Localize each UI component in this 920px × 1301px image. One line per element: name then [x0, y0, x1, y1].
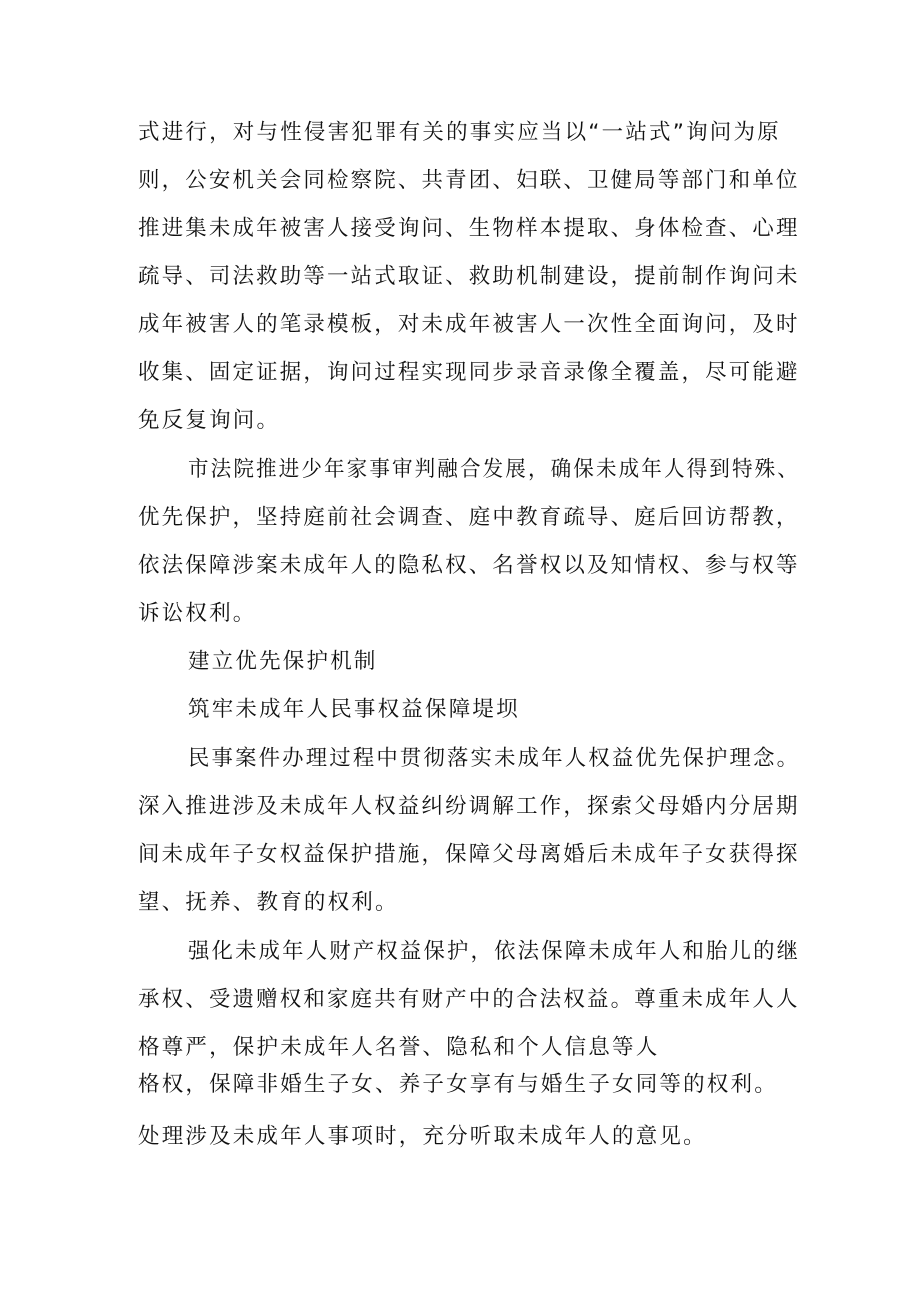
- text-line: 则，公安机关会同检察院、共青团、妇联、卫健局等部门和单位: [138, 168, 800, 193]
- text-line: 推进集未成年被害人接受询问、生物样本提取、身体检查、心理: [138, 216, 800, 241]
- text-line: 疏导、司法救助等一站式取证、救助机制建设，提前制作询问未: [138, 264, 800, 289]
- text-line: 间未成年子女权益保护措施，保障父母离婚后未成年子女获得探: [138, 842, 800, 867]
- section-heading: 建立优先保护机制: [188, 649, 378, 674]
- section-subheading: 筑牢未成年人民事权益保障堤坝: [188, 697, 520, 722]
- text-line: 市法院推进少年家事审判融合发展，确保未成年人得到特殊、: [188, 457, 800, 482]
- text-line: 深入推进涉及未成年人权益纠纷调解工作，探索父母婚内分居期: [138, 794, 800, 819]
- text-line: 格权，保障非婚生子女、养子女享有与婚生子女同等的权利。: [138, 1072, 778, 1097]
- text-line: 成年被害人的笔录模板，对未成年被害人一次性全面询问，及时: [138, 312, 800, 337]
- text-line: 免反复询问。: [138, 408, 281, 433]
- text-line: 民事案件办理过程中贯彻落实未成年人权益优先保护理念。: [188, 746, 801, 771]
- text-line: 格尊严，保护未成年人名誉、隐私和个人信息等人: [138, 1035, 660, 1060]
- text-line: 承权、受遗赠权和家庭共有财产中的合法权益。尊重未成年人人: [138, 987, 800, 1012]
- text-line: 式进行，对与性侵害犯罪有关的事实应当以“一站式”询问为原: [138, 120, 781, 145]
- text-line: 强化未成年人财产权益保护，依法保障未成年人和胎儿的继: [188, 939, 801, 964]
- text-line: 收集、固定证据，询问过程实现同步录音录像全覆盖，尽可能避: [138, 360, 800, 385]
- text-line: 优先保护，坚持庭前社会调查、庭中教育疏导、庭后回访帮教，: [138, 505, 800, 530]
- text-line: 处理涉及未成年人事项时，充分听取未成年人的意见。: [138, 1124, 707, 1149]
- text-line: 诉讼权利。: [138, 601, 257, 626]
- text-line: 望、抚养、教育的权利。: [138, 890, 399, 915]
- text-line: 依法保障涉案未成年人的隐私权、名誉权以及知情权、参与权等: [138, 553, 800, 578]
